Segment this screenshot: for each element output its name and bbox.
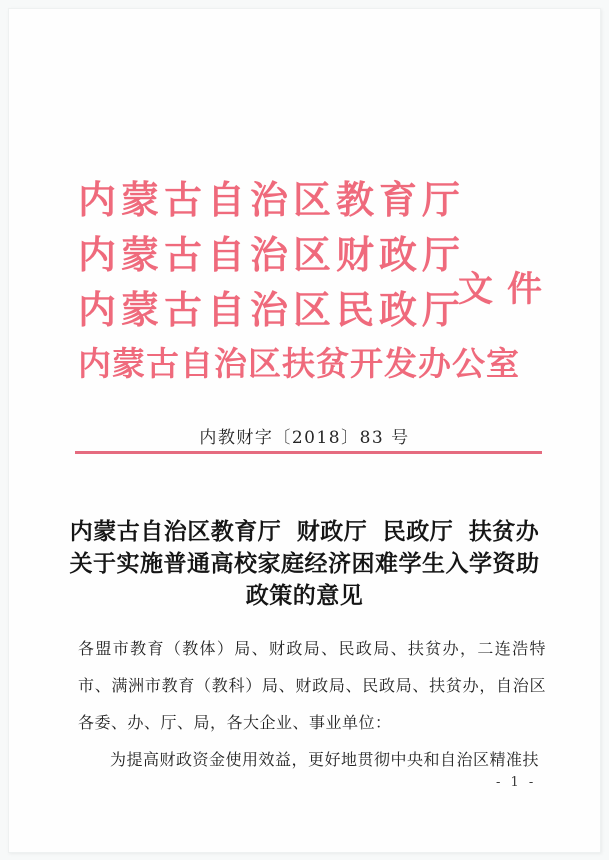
letterhead-line-education: 内蒙古自治区教育厅 — [78, 177, 466, 222]
document-title — [30, 516, 579, 612]
page-number: - 1 - — [496, 775, 537, 790]
letterhead-line-poverty-alleviation: 内蒙古自治区扶贫开发办公室 — [78, 344, 520, 383]
body-paragraph: 为提高财政资金使用效益，更好地贯彻中央和自治区精准扶 — [110, 750, 540, 769]
title-line-3: 政策的意见 — [245, 582, 364, 609]
title-line-1: 内蒙古自治区教育厅 财政厅 民政厅 扶贫办 — [69, 518, 540, 545]
letterhead-line-civil-affairs: 内蒙古自治区民政厅 — [78, 287, 466, 332]
red-divider-line — [75, 451, 542, 454]
doc-number: 内教财字〔2018〕83 号 — [199, 428, 410, 448]
document-label: 文件 — [458, 269, 557, 310]
title-line-2: 关于实施普通高校家庭经济困难学生入学资助 — [69, 550, 540, 577]
letterhead-line-finance: 内蒙古自治区财政厅 — [78, 232, 466, 277]
letterhead — [78, 172, 520, 389]
salutation-paragraph: 各盟市教育（教体）局、财政局、民政局、扶贫办，二连浩特市、满洲市教育（教科）局、财政局、民政局、扶贫办，自治区各委、办、厅、局，各大企业、事业单位： — [78, 639, 546, 732]
document-body — [78, 630, 546, 778]
